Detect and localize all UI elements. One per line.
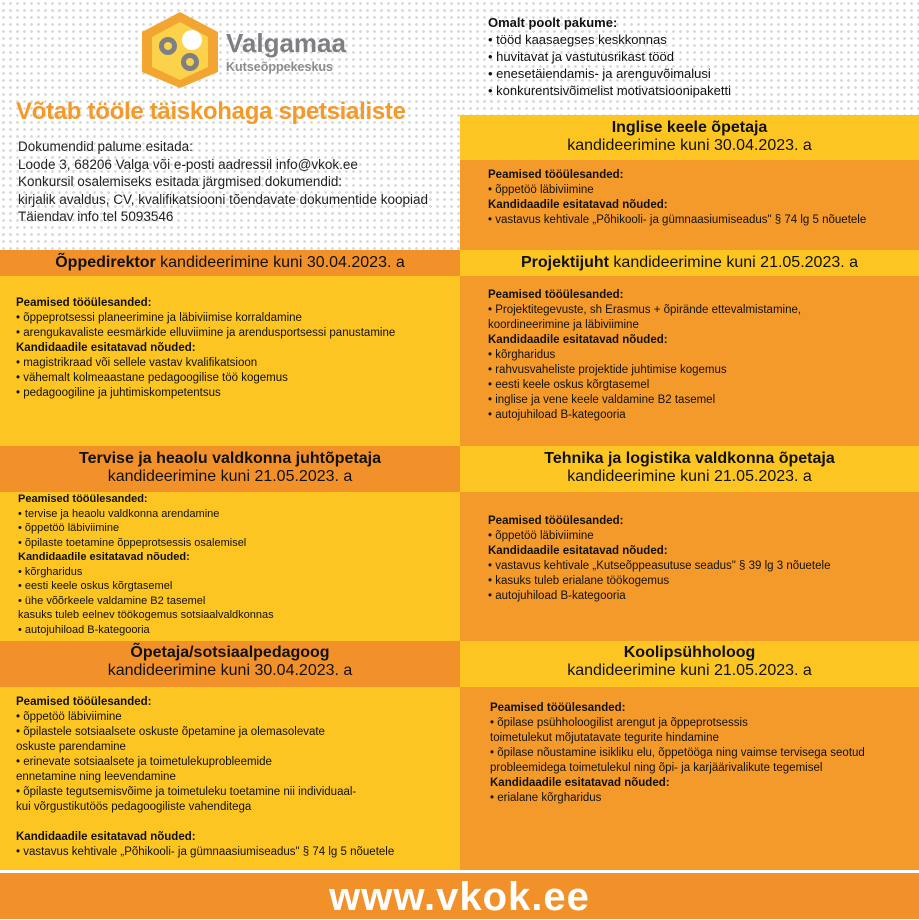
job-deadline: kandideerimine kuni 30.04.2023. a	[155, 254, 405, 271]
list-item: • autojuhiload B-kategooria	[488, 409, 626, 421]
section-heading: Peamised tööülesanded:	[488, 289, 624, 301]
intro-line: Täiendav info tel 5093546	[18, 209, 174, 224]
section-heading: Peamised tööülesanded:	[488, 169, 624, 181]
job-title: Õpetaja/sotsiaalpedagoog	[130, 644, 330, 661]
offer-item: • konkurentsivõimelist motivatsioonipaketti	[488, 83, 731, 98]
list-item: ennetamine ning leevendamine	[16, 771, 176, 783]
job-details	[488, 288, 919, 423]
section-heading: Kandidaadile esitatavad nõuded:	[16, 831, 196, 843]
list-item: kui võrgustikutöös pedagoogiliste vahenditega	[16, 801, 252, 813]
job-deadline: kandideerimine kuni 21.05.2023. a	[567, 468, 812, 485]
list-item: • kõrgharidus	[488, 349, 556, 361]
section-heading: Peamised tööülesanded:	[488, 515, 624, 527]
logo-hexagon-icon	[138, 10, 222, 90]
list-item: • erialane kõrgharidus	[490, 792, 602, 804]
section-heading: Kandidaadile esitatavad nõuded:	[488, 334, 668, 346]
list-item: • vastavus kehtivale „Põhikooli- ja gümnaasiumiseadus" § 74 lg 5 nõuetele	[488, 214, 867, 226]
list-item: • rahvusvaheliste projektide juhtimise kogemus	[488, 364, 727, 376]
footer	[0, 870, 919, 919]
list-item: • õpilastele sotsiaalsete oskuste õpetamine ja olemasolevate	[16, 726, 325, 738]
list-item: oskuste parendamine	[16, 741, 126, 753]
list-item: toimetulekut mõjutatavate tegurite hindamine	[490, 732, 719, 744]
job-title: Projektijuht	[520, 254, 609, 271]
list-item: • inglise ja vene keele valdamine B2 tasemel	[488, 394, 716, 406]
job-oppedirektor-bar	[0, 250, 460, 276]
offer-title: Omalt poolt pakume:	[488, 15, 618, 30]
list-item: • erinevate sotsiaalsete ja toimetulekuprobleemide	[16, 756, 272, 768]
section-heading: Peamised tööülesanded:	[490, 702, 626, 714]
job-projektijuht-body	[460, 276, 919, 446]
job-title: Tervise ja heaolu valdkonna juhtõpetaja	[78, 450, 381, 467]
intro-line: Loode 3, 68206 Valga või e-posti aadressil info@vkok.ee	[18, 156, 358, 172]
intro-line: kirjalik avaldus, CV, kvalifikatsiooni tõendavate dokumentide koopiad	[18, 191, 428, 207]
list-item: • kasuks tuleb erialane töökogemus	[488, 575, 670, 587]
logo-name: Valgamaa	[226, 28, 346, 58]
offer-item: • tööd kaasaegses keskkonnas	[488, 32, 667, 47]
job-details	[490, 701, 919, 806]
job-deadline: kandideerimine kuni 21.05.2023. a	[608, 254, 859, 271]
job-details	[488, 514, 919, 604]
job-title: Õppedirektor	[55, 254, 156, 271]
section-heading: Peamised tööülesanded:	[16, 696, 152, 708]
job-tervise-body	[0, 492, 460, 641]
job-heading	[0, 254, 460, 272]
intro-line: Konkursil osalemiseks esitada järgmised dokumendid:	[18, 174, 343, 189]
list-item: • arengukavaliste eesmärkide elluviimine ja arendusportsessi panustamine	[16, 327, 396, 339]
list-item	[16, 815, 460, 830]
job-deadline: kandideerimine kuni 21.05.2023. a	[107, 468, 353, 485]
job-tehnika-body	[460, 492, 919, 641]
job-tehnika-header	[460, 446, 919, 492]
list-item: • õpilase psühholoogilist arengut ja õppeprotsessis	[490, 717, 748, 729]
job-sotsiaal-header	[0, 641, 460, 687]
list-item: • pedagoogiline ja juhtimiskompetentsus	[16, 387, 221, 399]
section-heading: Kandidaadile esitatavad nõuded:	[490, 777, 670, 789]
job-deadline: kandideerimine kuni 21.05.2023. a	[567, 662, 812, 679]
intro-line: Dokumendid palume esitada:	[18, 139, 193, 154]
job-details	[18, 492, 460, 637]
section-heading: Peamised tööülesanded:	[18, 493, 148, 505]
section-heading: Kandidaadile esitatavad nõuded:	[16, 342, 196, 354]
job-details	[16, 296, 460, 401]
job-deadline: kandideerimine kuni 30.04.2023. a	[567, 137, 812, 154]
offer-item: • enesetäiendamis- ja arenguvõimalusi	[488, 66, 711, 81]
job-oppedirektor-body	[0, 276, 460, 446]
list-item: • magistrikraad või sellele vastav kvalifikatsioon	[16, 357, 258, 369]
job-title: Inglise keele õpetaja	[611, 119, 768, 136]
list-item: • õpilaste tegutsemisvõime ja toimetuleku toetamine nii individuaal-	[16, 786, 357, 798]
section-heading: Peamised tööülesanded:	[16, 297, 152, 309]
job-sotsiaal-body	[0, 687, 460, 870]
logo	[138, 10, 368, 90]
list-item: • ühe võõrkeele valdamine B2 tasemel	[18, 594, 206, 607]
intro-text	[18, 138, 458, 226]
job-projektijuht-bar	[460, 250, 919, 276]
job-deadline: kandideerimine kuni 30.04.2023. a	[107, 662, 353, 679]
offer-list	[488, 14, 908, 99]
list-item: • tervise ja heaolu valdkonna arendamine	[18, 507, 220, 520]
list-item: • autojuhiload B-kategooria	[488, 590, 626, 602]
offer-item: • huvitavat ja vastutusrikast tööd	[488, 49, 674, 64]
list-item: • autojuhiload B-kategooria	[18, 623, 150, 636]
list-item: • Projektitegevuste, sh Erasmus + õpirände ettevalmistamine,	[488, 304, 802, 316]
logo-subtitle: Kutseõppekeskus	[226, 60, 333, 74]
list-item: • vastavus kehtivale „Põhikooli- ja gümnaasiumiseadus" § 74 lg 5 nõuetele	[16, 846, 395, 858]
job-inglise-body	[460, 160, 919, 250]
page-headline: Võtab tööle täiskohaga spetsialiste	[16, 98, 406, 125]
list-item: • õpilase nõustamine isikliku elu, õppetööga ning vaimse tervisega seotud	[490, 747, 865, 759]
list-item: • õppetöö läbiviimine	[488, 184, 594, 196]
list-item: • õppetöö läbiviimine	[16, 711, 122, 723]
list-item: • õpilaste toetamine õppeprotsessis osalemisel	[18, 536, 247, 549]
job-details	[16, 695, 460, 860]
list-item: • eesti keele oskus kõrgtasemel	[18, 580, 173, 592]
section-heading: Kandidaadile esitatavad nõuded:	[488, 199, 668, 211]
job-details	[488, 168, 919, 228]
job-title: Koolipsühholoog	[623, 644, 756, 661]
job-inglise-header	[460, 115, 919, 160]
list-item: kasuks tuleb eelnev töökogemus sotsiaalvaldkonnas	[18, 609, 274, 621]
list-item: probleemidega toimetulekul ning õpi- ja karjäärivalikute tegemisel	[490, 762, 823, 774]
list-item: • vähemalt kolmeaastane pedagoogilise töö kogemus	[16, 372, 288, 384]
list-item: • kõrgharidus	[18, 565, 83, 578]
section-heading: Kandidaadile esitatavad nõuded:	[488, 545, 668, 557]
list-item: • vastavus kehtivale „Kutseõppeasutuse seadus" § 39 lg 3 nõuetele	[488, 560, 831, 572]
job-psuhholoog-header	[460, 641, 919, 687]
list-item: • õppetöö läbiviimine	[18, 522, 120, 534]
job-tervise-header	[0, 446, 460, 492]
footer-url-link[interactable]: www.vkok.ee	[329, 875, 590, 919]
section-heading: Kandidaadile esitatavad nõuded:	[18, 551, 190, 563]
job-title: Tehnika ja logistika valdkonna õpetaja	[544, 450, 835, 467]
job-heading	[460, 254, 919, 272]
list-item: • õppetöö läbiviimine	[488, 530, 594, 542]
list-item: koordineerimine ja läbiviimine	[488, 319, 639, 331]
job-psuhholoog-body	[460, 687, 919, 870]
list-item: • õppeprotsessi planeerimine ja läbiviimise korraldamine	[16, 312, 302, 324]
list-item: • eesti keele oskus kõrgtasemel	[488, 379, 650, 391]
